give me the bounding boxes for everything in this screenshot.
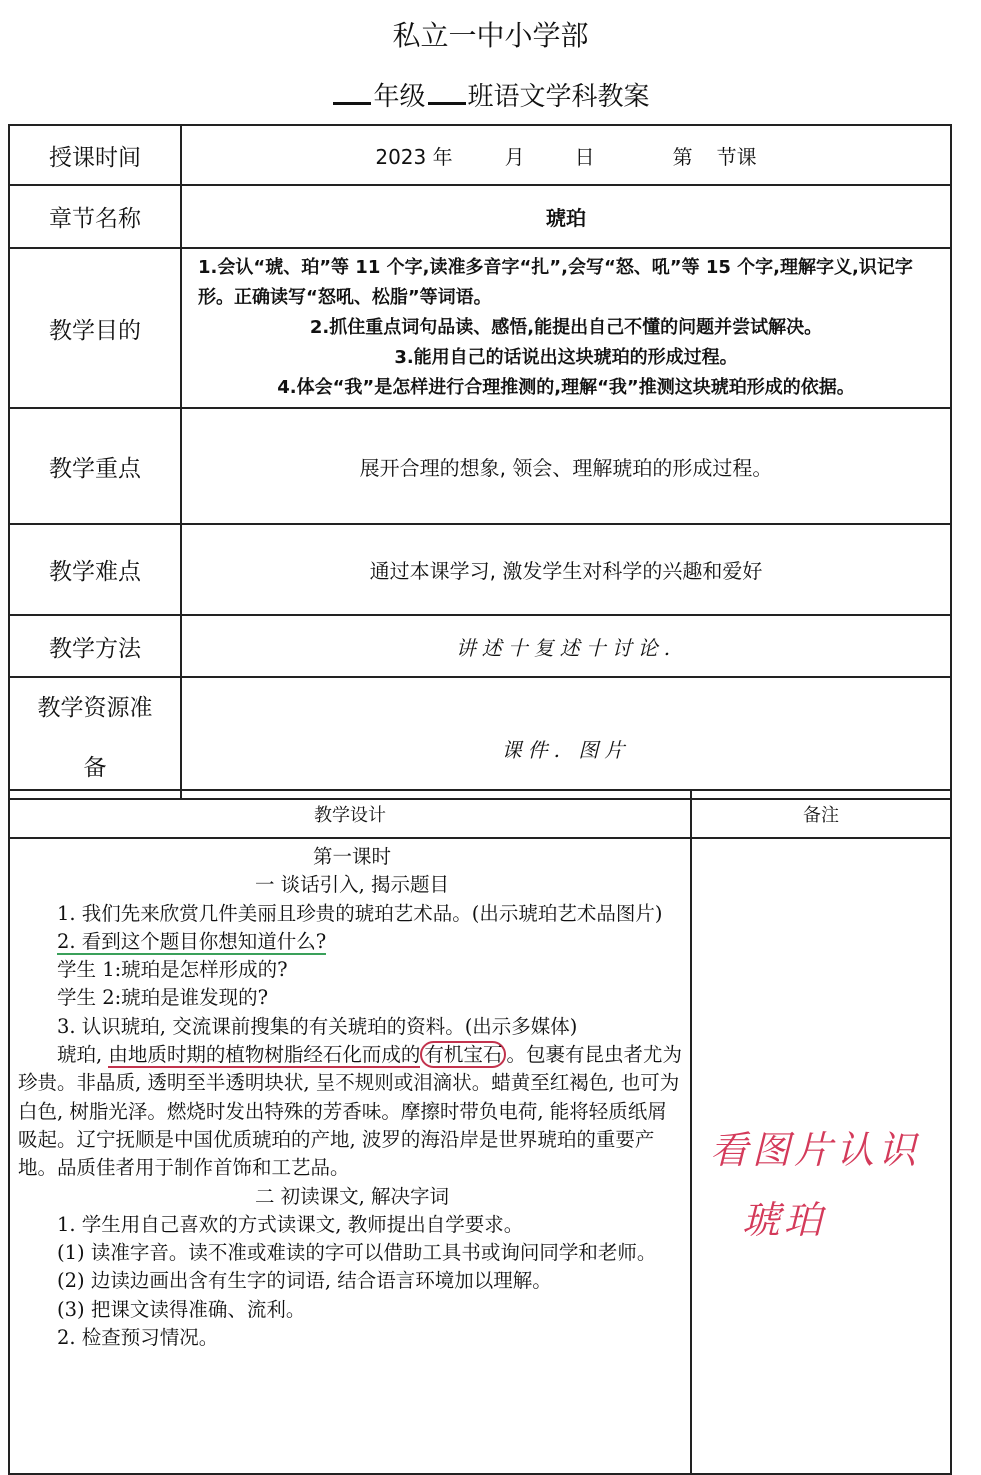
goal-item-4: 4.体会“我”是怎样进行合理推测的,理解“我”推测这块琥珀形成的依据。 [277,377,855,398]
difficulty-label: 教学难点 [9,524,181,615]
chapter-value: 琥珀 [181,185,951,248]
schedule-label: 授课时间 [9,125,181,185]
design-header-row [9,790,951,838]
resource-label-line-2: 备 [83,755,107,781]
design-para-8: (1) 读准字音。读不准或难读的字可以借助工具书或询问同学和老师。 [57,1241,657,1265]
design-para-6 [18,1041,686,1182]
row-key [9,408,951,524]
design-body-row [9,838,951,1474]
resource-handwriting: 课件. 图片 [181,677,951,799]
section-2-title: 二 初读课文, 解决字词 [254,1184,450,1208]
design-column-header: 教学设计 [9,790,691,838]
schedule-period-suffix: 节课 [716,144,757,169]
grade-suffix: 年级 [373,82,426,112]
goals-list [181,248,951,408]
green-underline: 2. 看到这个题目你想知道什么? [57,929,327,953]
key-label: 教学重点 [9,408,181,524]
red-underline: 由地质时期的植物树脂经石化而成的 [108,1043,421,1067]
schedule-month: 月 [504,144,525,169]
key-value: 展开合理的想象, 领会、理解琥珀的形成过程。 [181,408,951,524]
resource-label [9,677,181,799]
row-goals [9,248,951,408]
design-para-3: 学生 1:琥珀是怎样形成的? [57,958,288,982]
row-schedule [9,125,951,185]
grade-blank[interactable] [333,84,371,105]
method-label: 教学方法 [9,615,181,677]
design-para-5: 3. 认识琥珀, 交流课前搜集的有关琥珀的资料。(出示多媒体) [57,1014,578,1038]
remark-column-header: 备注 [691,790,951,838]
remark-handwriting [692,839,950,1473]
teaching-design-table [8,789,952,1475]
lesson-info-table [8,124,952,800]
design-para-2 [18,928,686,956]
school-title: 私立一中小学部 [392,19,589,52]
schedule-day: 日 [574,144,595,169]
remark-line-1: 看图片认识 [710,1128,921,1172]
amber-intro: 琥珀, [57,1043,109,1067]
section-1-title: 一 谈话引入, 揭示题目 [254,873,450,897]
schedule-year: 2023 年 [375,144,453,169]
design-para-10: (3) 把课文读得准确、流利。 [57,1297,306,1321]
design-para-11: 2. 检查预习情况。 [57,1326,219,1350]
amber-description: 。包裹有昆虫者尤为珍贵。非晶质, 透明至半透明块状, 呈不规则或泪滴状。蜡黄至红褐色, 也可为白色, 树脂光泽。燃烧时发出特殊的芳香味。摩擦时带负电荷, 能将轻质纸屑吸起。辽宁抚顺是中国优质琥珀的产地, 波罗的海沿岸是世界琥珀的重要产地。品质佳者用于制作首饰和工艺品。 [18,1043,682,1180]
remark-line-2: 琥珀 [742,1198,827,1242]
design-para-4: 学生 2:琥珀是谁发现的? [57,986,269,1010]
design-para-9: (2) 边读边画出含有生字的词语, 结合语言环境加以理解。 [57,1269,552,1293]
method-handwriting: 讲述十复述十讨论. [181,615,951,677]
resource-label-line-1: 教学资源准 [37,695,153,721]
design-para-1: 1. 我们先来欣赏几件美丽且珍贵的琥珀艺术品。(出示琥珀艺术品图片) [57,901,663,925]
class-blank[interactable] [428,84,466,105]
red-circle: 有机宝石 [420,1041,506,1068]
schedule-value [181,125,951,185]
row-method [9,615,951,677]
lesson-title: 第一课时 [312,845,391,868]
class-suffix: 班语文学科教案 [467,82,650,112]
row-chapter [9,185,951,248]
goal-item-1: 1.会认“琥、珀”等 11 个字,读准多音字“扎”,会写“怒、吼”等 15 个字,理解字义,识记字形。正确读写“怒吼、松脂”等词语。 [198,257,913,308]
goals-label: 教学目的 [9,248,181,408]
design-body [9,838,691,1474]
design-text [10,839,690,1473]
goal-item-3: 3.能用自己的话说出这块琥珀的形成过程。 [394,347,738,368]
goal-item-2: 2.抓住重点词句品读、感悟,能提出自己不懂的问题并尝试解决。 [309,317,823,338]
plan-title [0,76,981,113]
remark-body [691,838,951,1474]
schedule-period-prefix: 第 [672,144,693,169]
difficulty-value: 通过本课学习, 激发学生对科学的兴趣和爱好 [181,524,951,615]
design-para-7: 1. 学生用自己喜欢的方式读课文, 教师提出自学要求。 [57,1212,524,1236]
chapter-label: 章节名称 [9,185,181,248]
row-resource [9,677,951,799]
row-difficulty [9,524,951,615]
